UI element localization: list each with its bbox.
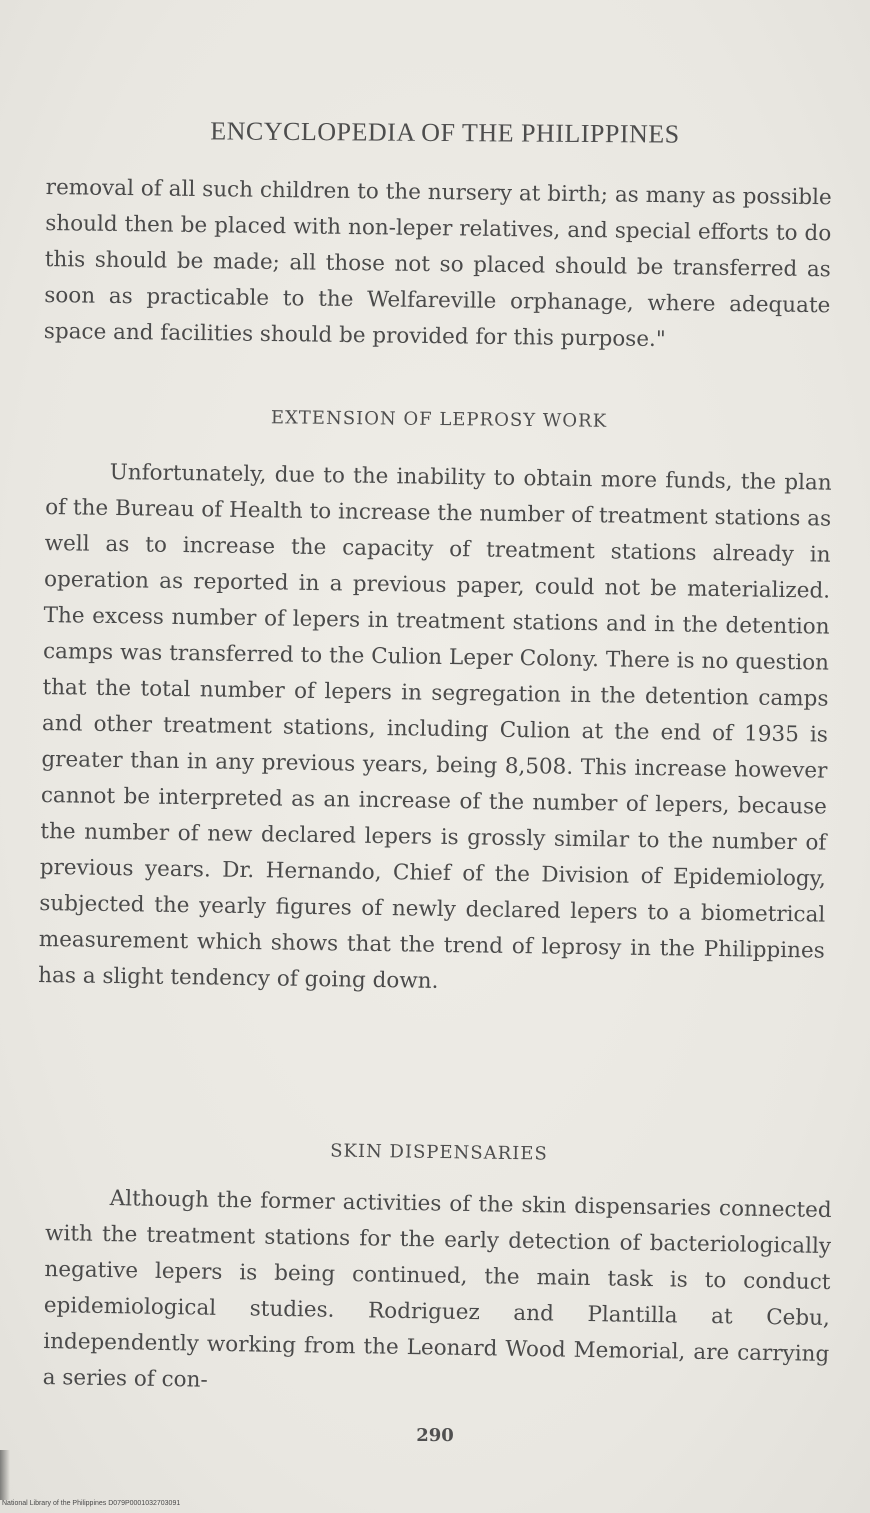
section-heading-extension: EXTENSION OF LEPROSY WORK [270,407,608,432]
footer-credit: National Library of the Philippines D079P0001032703091 [2,1500,181,1507]
paragraph-skin-dispensaries: Although the former activities of the skin dispensaries connected with the treatment stations for the early detection of bacteriologically negative lepers is being continued, the main task is to conduct epidemiological studies. Rodriguez and Plantilla at Cebu, independently working from the Leonard Wood Memorial, are carrying a series of con- [42,1186,832,1393]
running-header: ENCYCLOPEDIA OF THE PHILIPPINES [210,116,680,149]
paragraph-extension: Unfortunately, due to the inability to obtain more funds, the plan of the Bureau of Health to increase the number of treatment stations as well as to increase the capacity of treatment stations already in operation as reported in a previous paper, could not be materialized. The excess number of lepers in treatment stations and in the detention camps was transferred to the Culion Leper Colony. There is no question that the total number of lepers in segregation in the detention camps and other treatment stations, including Culion at the end of 1935 is greater than in any previous years, being 8,508. This increase however cannot be interpreted as an increase of the number of lepers, because the number of new declared lepers is grossly similar to the number of previous years. Dr. Hernando, Chief of the Division of Epidemiology, subjected the yearly figures of newly declared lepers to a biometrical measurement which shows that the trend of leprosy in the Philippines has a slight tendency of going down. [38,459,832,994]
paragraph-children-removal: removal of all such children to the nursery at birth; as many as possible should then be placed with non-leper relatives, and special efforts to do this should be made; all those not so placed should be transferred as soon as practicable to the Welfareville orphanage, where adequate space and facilities should be provided for this purpose." [43,174,832,353]
section-heading-skin-dispensaries: SKIN DISPENSARIES [330,1140,548,1165]
scan-edge-shadow [0,1450,10,1500]
page-number: 290 [416,1425,454,1446]
